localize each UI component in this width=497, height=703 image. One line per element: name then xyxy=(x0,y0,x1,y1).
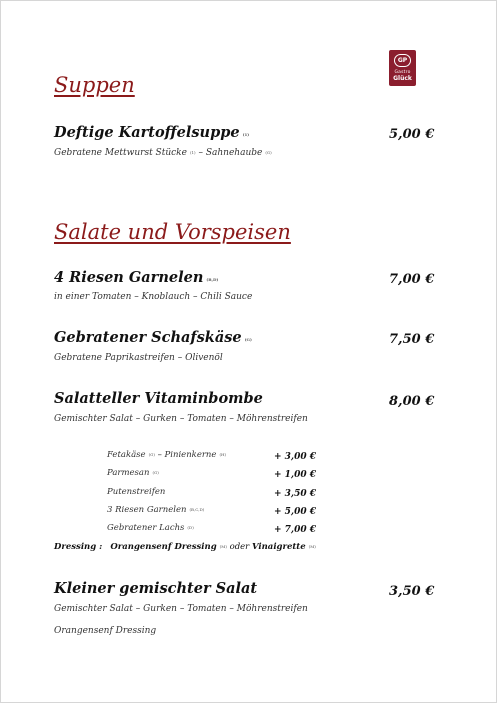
dish-title: Salatteller Vitaminbombe xyxy=(54,390,263,407)
dish-name xyxy=(54,329,252,346)
allergen-note: (G) xyxy=(265,150,272,155)
allergen-note: (B,D) xyxy=(206,277,219,282)
dish-description: Gemischter Salat – Gurken – Tomaten – Möhrenstreifen xyxy=(54,604,308,614)
allergen-note: (1) xyxy=(189,150,196,155)
extra-item-price: + 1,00 € xyxy=(274,470,316,480)
allergen-note: (G) xyxy=(244,337,252,342)
logo-line-1: Gastro xyxy=(394,70,411,75)
dish-price: 7,00 € xyxy=(389,272,435,287)
dish-name xyxy=(54,269,218,286)
extra-item-price: + 3,50 € xyxy=(274,489,316,499)
extra-item-price: + 3,00 € xyxy=(274,452,316,462)
extra-item-label xyxy=(107,487,165,497)
extra-item-label xyxy=(107,468,159,478)
dish-name xyxy=(54,390,263,407)
allergen-note: (M) xyxy=(308,544,316,549)
extra-item-label xyxy=(107,523,194,533)
extra-label: Fetakäse xyxy=(107,450,146,460)
section-title-suppen: Suppen xyxy=(54,73,135,97)
dressing-option-orangensenf: Orangensenf Dressing xyxy=(110,542,217,552)
allergen-note: (M) xyxy=(219,544,227,549)
dish-price: 8,00 € xyxy=(389,394,435,409)
extra-label: 3 Riesen Garnelen xyxy=(107,505,187,515)
dish-price: 5,00 € xyxy=(389,127,435,142)
dressing-option-vinaigrette: Vinaigrette xyxy=(251,542,306,552)
dish-title: Gebratener Schafskäse xyxy=(54,329,242,346)
dish-title: Deftige Kartoffelsuppe xyxy=(54,124,240,141)
dish-title: 4 Riesen Garnelen xyxy=(54,269,204,286)
dish-title: Kleiner gemischter Salat xyxy=(54,580,258,597)
extra-label: Putenstreifen xyxy=(107,487,166,497)
description-part: Gebratene Mettwurst Stücke xyxy=(54,148,187,158)
allergen-note: (1) xyxy=(242,132,250,137)
dish-name xyxy=(54,580,257,597)
dish-description: Gemischter Salat – Gurken – Tomaten – Möhrenstreifen xyxy=(54,414,308,424)
gastro-glueck-logo xyxy=(389,50,416,86)
dish-description: Gebratene Paprikastreifen – Olivenöl xyxy=(54,353,223,363)
dish-description: Gebratene Mettwurst Stücke $^{(1)}$ – Sahnehaube $^{(G)}$ xyxy=(54,148,272,158)
allergen-note: (H) xyxy=(219,452,227,457)
dish-description: in einer Tomaten – Knoblauch – Chili Sauce xyxy=(54,292,253,302)
dressing-label: Dressing : xyxy=(54,542,103,552)
extra-item-label: Fetakäse $^{(G)}$ – Pinienkerne $^{(H)}$ xyxy=(107,450,227,460)
allergen-note: (B,C,D) xyxy=(189,507,205,512)
extra-item-label xyxy=(107,505,204,515)
extra-label: Parmesan xyxy=(107,468,150,478)
extra-item-price: + 5,00 € xyxy=(274,507,316,517)
logo-line-2: Glück xyxy=(393,75,412,82)
dish-price: 7,50 € xyxy=(389,332,435,347)
allergen-note: (G) xyxy=(152,470,159,475)
allergen-note: (D) xyxy=(187,525,194,530)
dish-name xyxy=(54,124,249,141)
dressing-or: oder xyxy=(229,542,250,552)
extra-label: Pinienkerne xyxy=(164,450,217,460)
description-part: Sahnehaube xyxy=(205,148,263,158)
dish-description: Orangensenf Dressing xyxy=(54,626,157,636)
extra-label: Gebratener Lachs xyxy=(107,523,185,533)
dressing-line xyxy=(54,542,316,552)
allergen-note: (G) xyxy=(148,452,155,457)
section-title-salate: Salate und Vorspeisen xyxy=(54,220,291,244)
logo-mark: GP xyxy=(394,54,411,67)
extra-item-price: + 7,00 € xyxy=(274,525,316,535)
dish-price: 3,50 € xyxy=(389,584,435,599)
